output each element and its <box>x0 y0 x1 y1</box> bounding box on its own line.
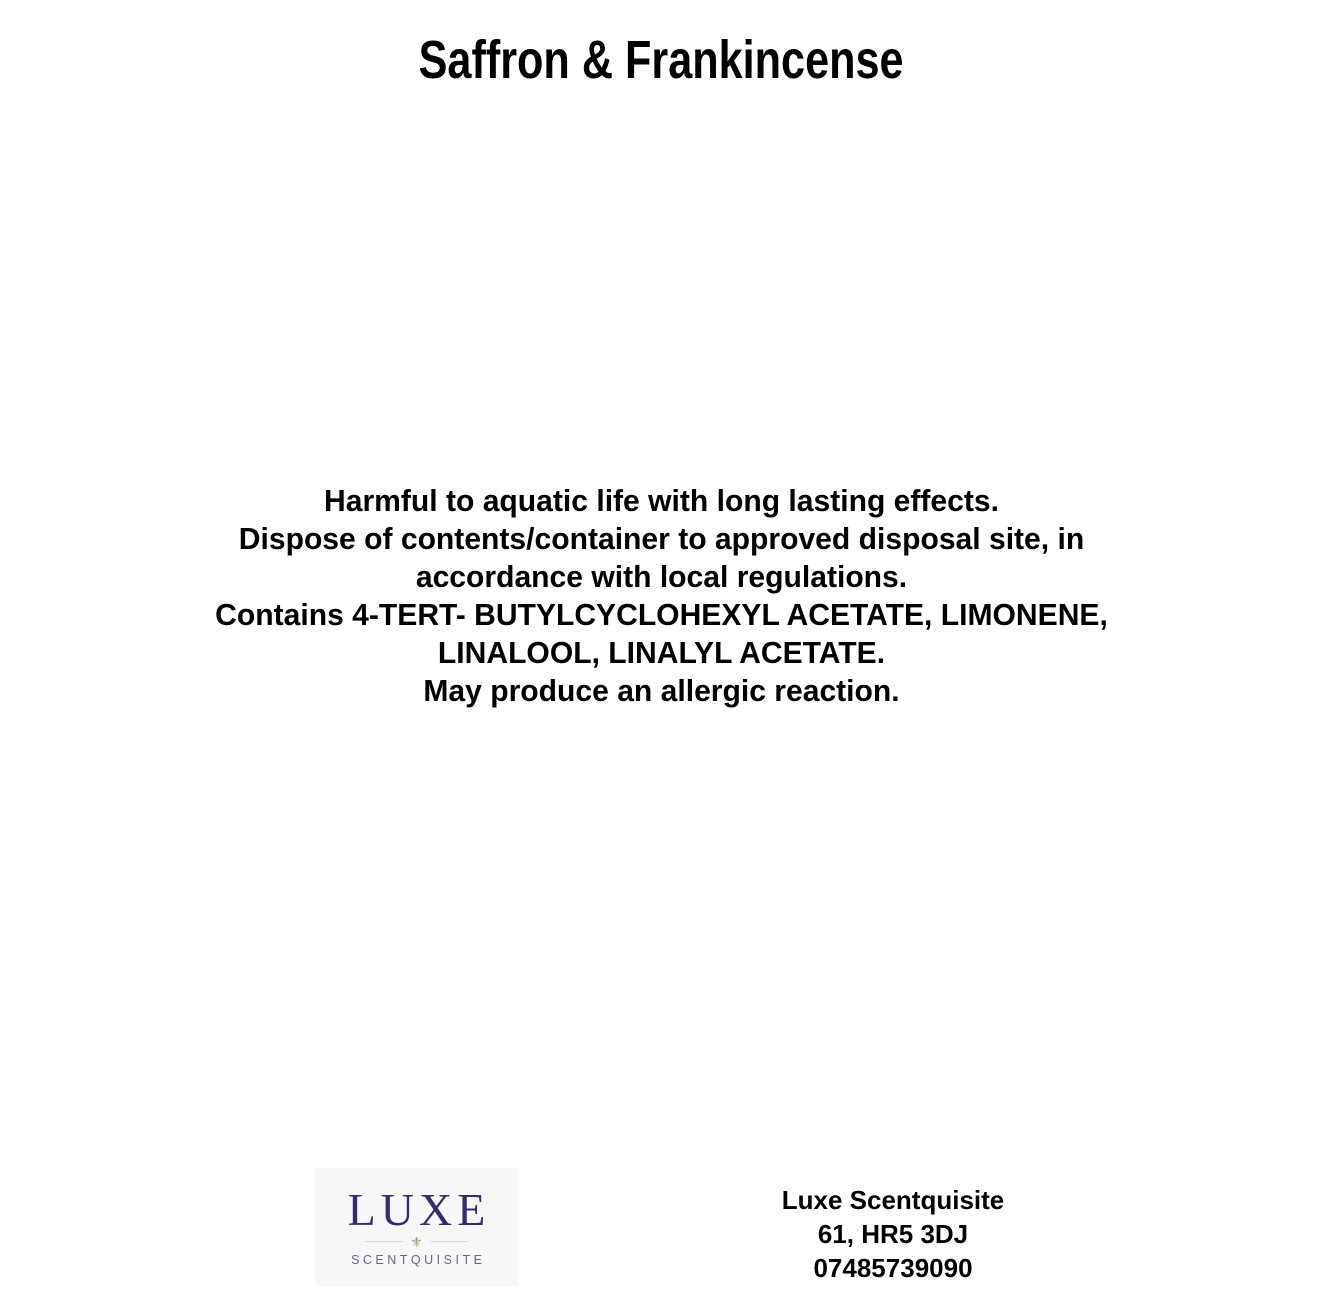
brand-name: LUXE <box>347 1183 491 1235</box>
warning-text-block <box>0 482 1323 710</box>
warning-line-aquatic: Harmful to aquatic life with long lasting effects. <box>324 483 999 518</box>
contact-name: Luxe Scentquisite <box>781 1185 1005 1215</box>
ornament-rule-right <box>430 1241 468 1242</box>
logo-ornament-row <box>365 1235 468 1249</box>
fleur-de-lis-icon: ⚜ <box>410 1233 423 1250</box>
warning-line-contains-1: Contains 4-TERT- BUTYLCYCLOHEXYL ACETATE, LIMONENE, <box>215 597 1108 632</box>
warning-line-dispose-2: accordance with local regulations. <box>415 559 908 594</box>
contact-address: 61, HR5 3DJ <box>817 1219 969 1249</box>
brand-subtitle: SCENTQUISITE <box>351 1252 486 1267</box>
ornament-rule-left <box>365 1241 403 1242</box>
product-title: Saffron & Frankincense <box>419 30 904 90</box>
product-title-wrap <box>0 30 1323 90</box>
warning-line-allergic: May produce an allergic reaction. <box>423 673 900 708</box>
contact-phone: 07485739090 <box>813 1253 973 1283</box>
warning-line-dispose-1: Dispose of contents/container to approved disposal site, in <box>238 521 1085 556</box>
warning-line-contains-2: LINALOOL, LINALYL ACETATE. <box>437 635 886 670</box>
contact-block <box>760 1183 1026 1285</box>
brand-logo <box>315 1168 518 1286</box>
